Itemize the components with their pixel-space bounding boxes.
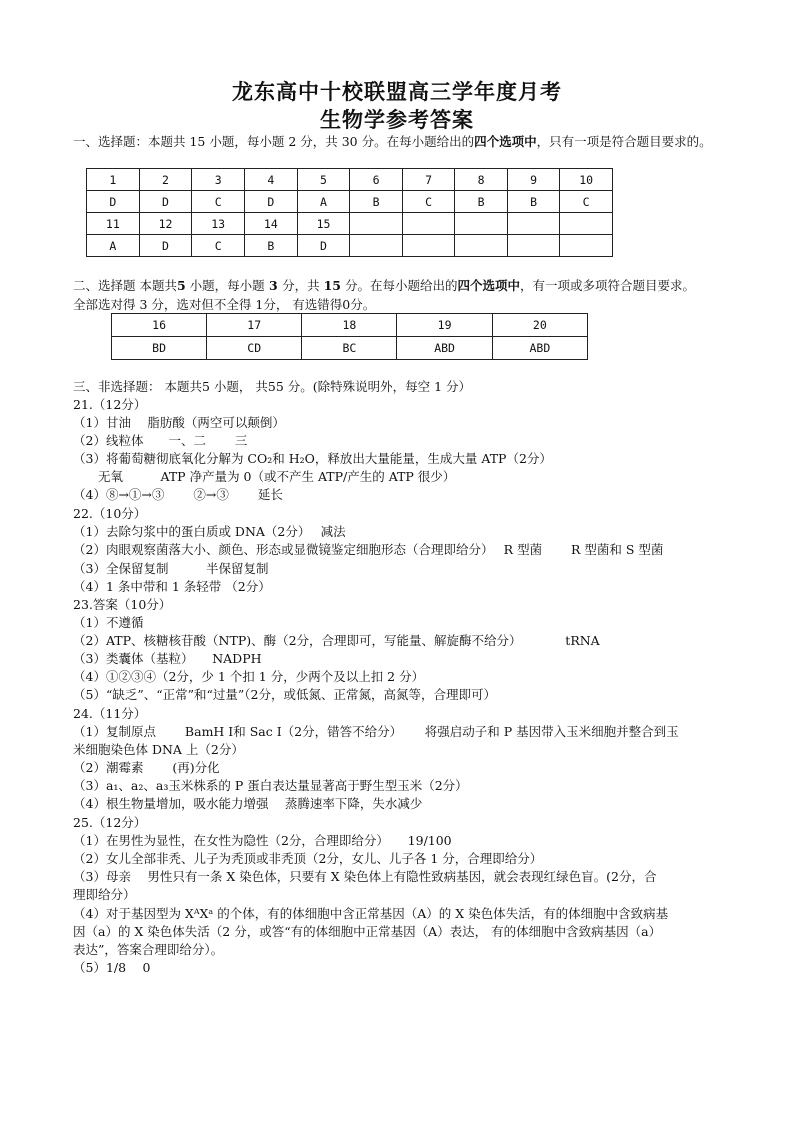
single-choice-answer-table [86, 168, 613, 257]
answer-line: 米细胞染色体 DNA 上（2分） [73, 742, 244, 757]
table-cell: 13 [192, 213, 245, 235]
answer-line: 22.（10分） [73, 506, 147, 521]
table-cell: 4 [245, 169, 298, 191]
section2-intro-mid1: 小题，每小题 [185, 278, 265, 293]
table-cell: 16 [112, 314, 207, 337]
table-cell: ABD [397, 337, 492, 360]
table-cell: A [87, 235, 140, 257]
answer-line: （3）全保留复制 半保留复制 [73, 561, 269, 576]
table-cell: 5 [297, 169, 350, 191]
answer-line: （4）⑧→①→③ ②→③ 延长 [73, 487, 283, 502]
table-cell: 3 [192, 169, 245, 191]
table-cell: 7 [402, 169, 454, 191]
table-cell: 17 [207, 314, 302, 337]
table-cell: 14 [245, 213, 298, 235]
table-cell: D [139, 191, 192, 213]
answer-line: （1）在男性为显性，在女性为隐性（2分，合理即给分） 19/100 [73, 833, 452, 848]
table-cell: 18 [302, 314, 397, 337]
table-cell: 6 [350, 169, 402, 191]
section2-intro-mid3: 分。在每小题给出的 [340, 278, 458, 293]
answer-line: （1）甘油 脂肪酸（两空可以颠倒） [73, 415, 285, 430]
answer-line: 25.（12分） [73, 815, 147, 830]
section2-intro-count: 5 [176, 278, 186, 293]
section2-intro-lead: 二、选择题 本题共 [73, 278, 177, 293]
section1-intro [73, 133, 733, 151]
answer-line: （3）a₁、a₂、a₃玉米株系的 P 蛋白表达量显著高于野生型玉米（2分） [73, 778, 468, 793]
table-cell: BC [302, 337, 397, 360]
answer-line: （2）潮霉素 (再)分化 [73, 760, 220, 775]
table-cell: A [297, 191, 350, 213]
table-cell: 12 [139, 213, 192, 235]
table-cell: ABD [492, 337, 587, 360]
table-cell: C [560, 191, 613, 213]
multi-choice-row [112, 337, 588, 360]
table-cell: 2 [139, 169, 192, 191]
table-cell: D [245, 191, 298, 213]
answer-line: （5）“缺乏”、“正常”和“过量”（2分，或低氮、正常氮，高氮等，合理即可） [73, 687, 496, 702]
answer-line: 23.答案（10分） [73, 597, 172, 612]
section1-intro-tail: ，只有一项是符合题目要求的。 [536, 134, 712, 149]
table-cell [507, 213, 559, 235]
page-title: 龙东高中十校联盟高三学年度月考 [232, 79, 562, 104]
table-cell: 19 [397, 314, 492, 337]
answer-line: （5）1/8 0 [73, 960, 151, 975]
table-cell: 10 [560, 169, 613, 191]
table-cell [560, 235, 613, 257]
table-cell: B [455, 191, 507, 213]
answer-line: 21.（12分） [73, 397, 147, 412]
section2-intro-tail: ，有一项或多项符合题目要求。 [519, 278, 695, 293]
table-cell: B [245, 235, 298, 257]
table-cell: C [402, 191, 454, 213]
section1-intro-lead: 一、选择题：本题共 15 小题，每小题 2 分，共 30 分。在每小题给出的 [73, 134, 475, 149]
answer-line: （3）母亲 男性只有一条 X 染色体，只要有 X 染色体上有隐性致病基因，就会表现红绿色盲。(2分，合 [73, 869, 657, 884]
section3-intro: 三、非选择题： 本题共5 小题， 共55 分。(除特殊说明外，每空 1 分） [73, 379, 472, 394]
section2-intro [73, 277, 733, 295]
table-cell: 11 [87, 213, 140, 235]
answer-line: （2）肉眼观察菌落大小、颜色、形态或显微镜鉴定细胞形态（合理即给分） R 型菌 R 型菌和 S 型菌 [73, 542, 664, 557]
table-cell: C [192, 191, 245, 213]
answer-line: （4）根生物量增加，吸水能力增强 蒸腾速率下降，失水减少 [73, 796, 423, 811]
table-cell [350, 213, 402, 235]
answer-line: （1）不遵循 [73, 615, 144, 630]
single-choice-row [87, 169, 613, 191]
section2-intro-bold: 四个选项中 [457, 278, 520, 293]
single-choice-row [87, 235, 613, 257]
table-cell [402, 235, 454, 257]
answer-line: 因（a）的 X 染色体失活（2 分，或答“有的体细胞中正常基因（A）表达， 有的体细胞中含致病基因（a） [73, 924, 662, 939]
section1-intro-bold: 四个选项中 [474, 134, 537, 149]
table-cell: 15 [297, 213, 350, 235]
answer-line: （4）①②③④（2分，少 1 个扣 1 分，少两个及以上扣 2 分） [73, 669, 425, 684]
table-cell [455, 213, 507, 235]
table-cell: 9 [507, 169, 559, 191]
answer-line: （2）线粒体 一、二 三 [73, 433, 248, 448]
table-cell [455, 235, 507, 257]
table-cell: B [507, 191, 559, 213]
answer-line: （3）将葡萄糖彻底氧化分解为 CO₂和 H₂O，释放出大量能量，生成大量 ATP（2分） [73, 451, 552, 466]
answer-line: （4）对于基因型为 XᴬXᵃ 的个体，有的体细胞中含正常基因（A）的 X 染色体失活，有的体细胞中含致病基 [73, 906, 669, 921]
page-subtitle: 生物学参考答案 [320, 107, 474, 132]
table-cell: 20 [492, 314, 587, 337]
answer-line: （1）复制原点 BamH Ⅰ和 Sac Ⅰ（2分，错答不给分） 将强启动子和 P 基因带入玉米细胞并整合到玉 [73, 724, 679, 739]
table-cell: D [297, 235, 350, 257]
single-choice-row [87, 213, 613, 235]
table-cell [560, 213, 613, 235]
answer-line: 理即给分） [73, 887, 136, 902]
table-cell [402, 213, 454, 235]
section2-intro-line2: 全部选对得 3 分，选对但不全得 1分， 有选错得0分。 [73, 297, 376, 312]
table-cell: D [139, 235, 192, 257]
answer-line: 无氧 ATP 净产量为 0（或不产生 ATP/产生的 ATP 很少） [73, 469, 456, 484]
answer-line: （3）类囊体（基粒） NADPH [73, 651, 262, 666]
answer-line: 24.（11分） [73, 706, 147, 721]
table-cell: BD [112, 337, 207, 360]
section2-intro-mid2: 分，共 [282, 278, 324, 293]
multi-choice-answer-table [111, 313, 588, 360]
table-cell: 1 [87, 169, 140, 191]
table-cell: 8 [455, 169, 507, 191]
section2-intro-score: 3 [264, 278, 283, 293]
answer-line: （2）女儿全部非秃、儿子为秃顶或非秃顶（2分，女儿、儿子各 1 分，合理即给分） [73, 851, 543, 866]
answer-line: （4）1 条中带和 1 条轻带 （2分） [73, 579, 271, 594]
answer-line: （1）去除匀浆中的蛋白质或 DNA（2分） 减法 [73, 524, 346, 539]
answer-line: （2）ATP、核糖核苷酸（NTP)、酶（2分，合理即可，写能量、解旋酶不给分） tRNA [73, 633, 600, 648]
table-cell [350, 235, 402, 257]
answer-line: 表达”，答案合理即给分）。 [73, 942, 224, 957]
section2-intro-total: 15 [323, 278, 341, 293]
multi-choice-row [112, 314, 588, 337]
table-cell: C [192, 235, 245, 257]
table-cell: CD [207, 337, 302, 360]
table-cell: B [350, 191, 402, 213]
table-cell [507, 235, 559, 257]
single-choice-row [87, 191, 613, 213]
table-cell: D [87, 191, 140, 213]
